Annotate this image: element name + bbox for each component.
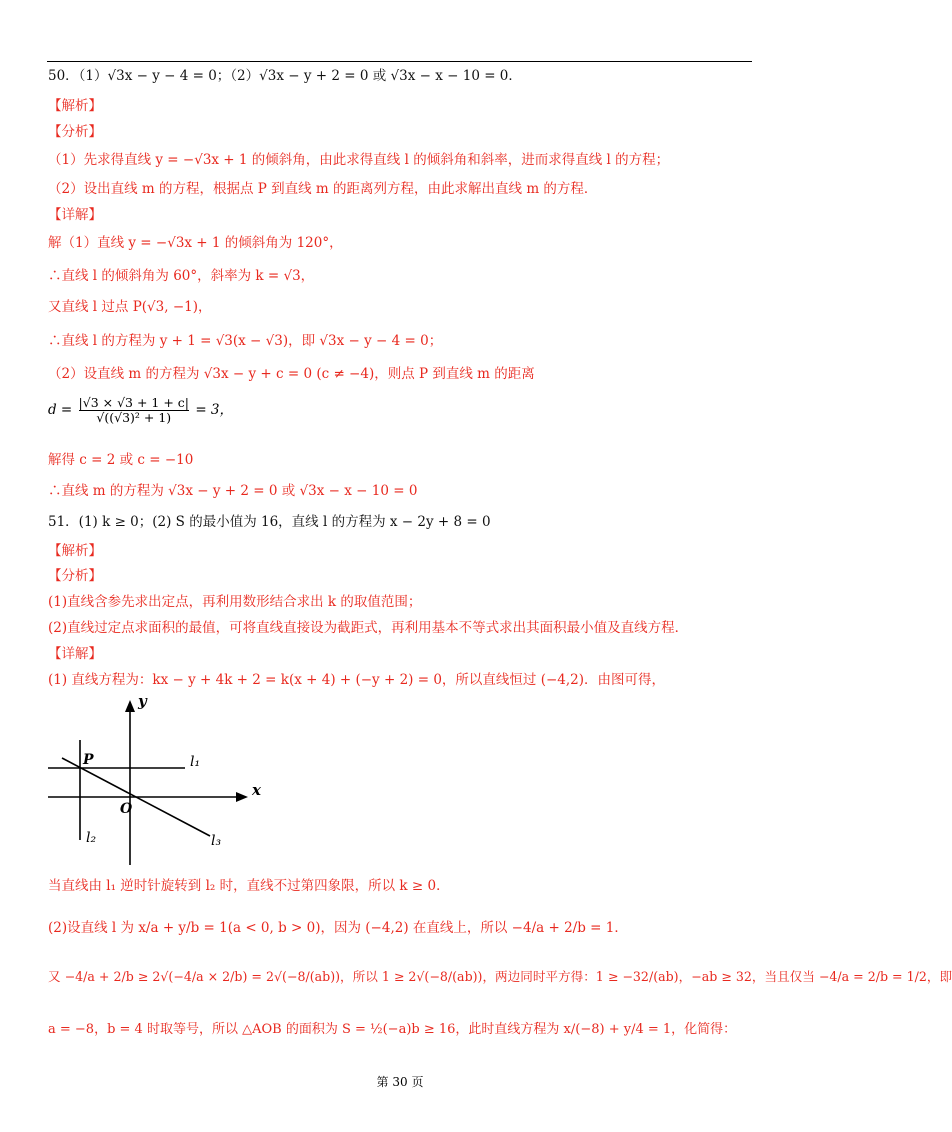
distance-formula <box>48 396 233 425</box>
detail-1-line-4: ∴直线 l 的方程为 y + 1 = √3(x − √3)，即 √3x − y − 4 = 0； <box>48 333 443 349</box>
detail-1-line-3: 又直线 l 过点 P(√3, −1)， <box>48 299 212 315</box>
jiexi-heading-1: 【解析】 <box>48 98 102 114</box>
fenxi-1-part-a: （1）先求得直线 y = −√3x + 1 的倾斜角，由此求得直线 l 的倾斜角和斜率，进而求得直线 l 的方程； <box>48 152 670 168</box>
l1-label: l₁ <box>190 754 201 770</box>
x-axis-label: x <box>252 781 261 799</box>
detail-1-line-5: （2）设直线 m 的方程为 √3x − y + c = 0 (c ≠ −4)，则点 P 到直线 m 的距离 <box>48 366 535 382</box>
y-axis-arrow <box>125 700 135 712</box>
xiangjie-heading-1: 【详解】 <box>48 207 102 223</box>
coordinate-graph <box>40 690 280 870</box>
detail-2-line-5: a = −8，b = 4 时取等号，所以 △AOB 的面积为 S = ½(−a)b ≥ 16，此时直线方程为 x/(−8) + y/4 = 1，化简得： <box>48 1022 737 1037</box>
detail-1-line-2: ∴直线 l 的倾斜角为 60°，斜率为 k = √3， <box>48 268 315 284</box>
fenxi-heading-1: 【分析】 <box>48 124 102 140</box>
detail-1-line-1: 解（1）直线 y = −√3x + 1 的倾斜角为 120°， <box>48 235 343 251</box>
x-axis-arrow <box>236 792 248 802</box>
detail-2-line-1: (1) 直线方程为：kx − y + 4k + 2 = k(x + 4) + (−y + 2) = 0，所以直线恒过 (−4,2)．由图可得， <box>48 672 666 688</box>
fenxi-1-part-b: （2）设出直线 m 的方程，根据点 P 到直线 m 的距离列方程，由此求解出直线 m 的方程． <box>48 181 598 197</box>
jiexi-heading-2: 【解析】 <box>48 543 102 559</box>
detail-2-line-2: 当直线由 l₁ 逆时针旋转到 l₂ 时，直线不过第四象限，所以 k ≥ 0． <box>48 878 450 894</box>
distance-right: = 3， <box>195 402 234 418</box>
distance-denominator: √((√3)² + 1) <box>79 410 189 425</box>
detail-1-line-8: ∴直线 m 的方程为 √3x − y + 2 = 0 或 √3x − x − 10 = 0 <box>48 483 418 499</box>
distance-left: d = <box>48 402 73 418</box>
detail-1-line-7: 解得 c = 2 或 c = −10 <box>48 452 194 468</box>
l2-label: l₂ <box>86 830 97 846</box>
q51-answer: 51．(1) k ≥ 0；(2) S 的最小值为 16，直线 l 的方程为 x − 2y + 8 = 0 <box>48 514 491 530</box>
detail-2-line-3: (2)设直线 l 为 x/a + y/b = 1(a < 0, b > 0)，因为 (−4,2) 在直线上，所以 −4/a + 2/b = 1． <box>48 920 628 936</box>
distance-numerator: |√3 × √3 + 1 + c| <box>78 395 190 410</box>
origin-label: O <box>120 801 133 817</box>
xiangjie-heading-2: 【详解】 <box>48 646 102 662</box>
distance-fraction <box>79 396 189 425</box>
page-number: 第 30 页 <box>376 1075 424 1089</box>
fenxi-2-part-b: (2)直线过定点求面积的最值，可将直线直接设为截距式，再利用基本不等式求出其面积最小值及直线方程． <box>48 620 689 636</box>
fenxi-heading-2: 【分析】 <box>48 568 102 584</box>
detail-2-line-4: 又 −4/a + 2/b ≥ 2√(−4/a × 2/b) = 2√(−8/(ab))，所以 1 ≥ 2√(−8/(ab))，两边同时平方得：1 ≥ −32/(ab)，−ab ≥ 32，当且仅当 −4/a = 2/b = 1/2，即 <box>48 969 952 984</box>
header-rule <box>47 61 752 62</box>
point-p-label: P <box>83 752 94 768</box>
y-axis-label: y <box>138 692 147 710</box>
fenxi-2-part-a: (1)直线含参先求出定点，再利用数形结合求出 k 的取值范围； <box>48 594 422 610</box>
l3-label: l₃ <box>211 833 222 849</box>
q50-answer: 50．（1）√3x − y − 4 = 0；（2）√3x − y + 2 = 0 或 √3x − x − 10 = 0． <box>48 68 522 84</box>
